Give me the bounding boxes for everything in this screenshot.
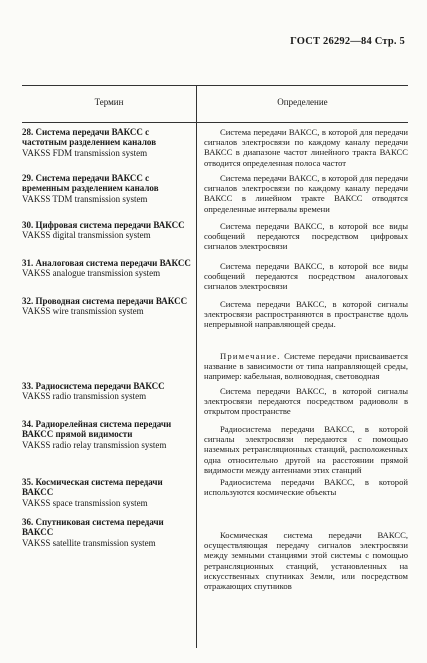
term-entry [22,419,194,450]
definition-note [204,351,408,382]
definition-text: Радиосистема передачи ВАКСС, в которой используются космические объекты [204,477,408,498]
term-entry [22,173,194,204]
term-entry [22,477,194,508]
term-en: VAKSS FDM transmission system [22,147,148,158]
definition-text: Система передачи ВАКСС, в которой сигналы электросвязи распространяются в пространстве вдоль непрерывной направляющей среды. [204,299,408,330]
definition-text: Радиосистема передачи ВАКСС, в которой сигналы электросвязи передаются с помощью наземных ретрансляционных станций, расположенных одна относительно другой на расстоянии прямой видимости между антеннами этих станций [204,424,408,475]
term-entry [22,127,194,158]
term-en: VAKSS radio relay transmission system [22,439,167,450]
term-ru: 33. Радиосистема передачи ВАКСС [22,381,165,391]
term-entry [22,258,194,279]
page-header: ГОСТ 26292—84 Стр. 5 [290,36,405,47]
note-text: Системе передачи присваивается название в зависимости от типа направляющей среды, например: кабельная, волноводная, световодная [204,351,408,382]
definition-text: Система передачи ВАКСС, в которой все виды сообщений передаются посредством цифровых сигналов электросвязи [204,221,408,252]
term-ru: 30. Цифровая система передачи ВАКСС [22,220,185,230]
term-en: VAKSS wire transmission system [22,306,144,317]
column-header-term: Термин [94,97,124,107]
term-ru: 35. Космическая система передачи ВАКСС [22,477,163,498]
table-header-rule [22,122,408,123]
term-en: VAKSS analogue transmission system [22,268,161,279]
column-header-definition: Определение [277,97,328,107]
term-en: VAKSS TDM transmission system [22,193,148,204]
term-ru: 29. Система передачи ВАКСС с временным разделением каналов [22,173,159,194]
term-en: VAKSS space transmission system [22,497,148,508]
term-entry [22,517,194,548]
definition-text: Система передачи ВАКСС, в которой сигналы электросвязи передаются посредством радиоволн в открытом пространстве [204,386,408,417]
terms-table [22,85,408,648]
term-en: VAKSS radio transmission system [22,391,147,402]
column-divider [196,85,197,648]
table-top-rule [22,85,408,86]
definition-text: Система передачи ВАКСС, в которой все виды сообщений передаются посредством аналоговых сигналов электросвязи [204,261,408,292]
term-ru: 31. Аналоговая система передачи ВАКСС [22,258,191,268]
term-entry [22,296,194,317]
term-ru: 28. Система передачи ВАКСС с частотным разделением каналов [22,127,157,148]
term-entry [22,220,194,241]
definition-text: Космическая система передачи ВАКСС, осуществляющая передачу сигналов электросвязи между земными станциями этой системы с помощью ретрансляционных станций, установленных на искусственных спутниках Земли, или посредством отражающих спутников [204,530,408,592]
note-label: Примечание. [220,351,281,361]
definition-text: Система передачи ВАКСС, в которой для передачи сигналов электросвязи по каждому каналу передачи ВАКСС в линейном тракте ВАКСС отводятся определенные интервалы времени [204,173,408,214]
definition-text: Система передачи ВАКСС, в которой для передачи сигналов электросвязи по каждому каналу передачи ВАКСС в диапазоне частот линейного тракта ВАКСС отводится определенная полоса частот [204,127,408,168]
term-entry [22,381,194,402]
term-en: VAKSS digital transmission system [22,230,151,241]
term-ru: 34. Радиорелейная система передачи ВАКСС прямой видимости [22,419,172,440]
term-ru: 36. Спутниковая система передачи ВАКСС [22,517,164,538]
term-en: VAKSS satellite transmission system [22,537,156,548]
term-ru: 32. Проводная система передачи ВАКСС [22,296,188,306]
